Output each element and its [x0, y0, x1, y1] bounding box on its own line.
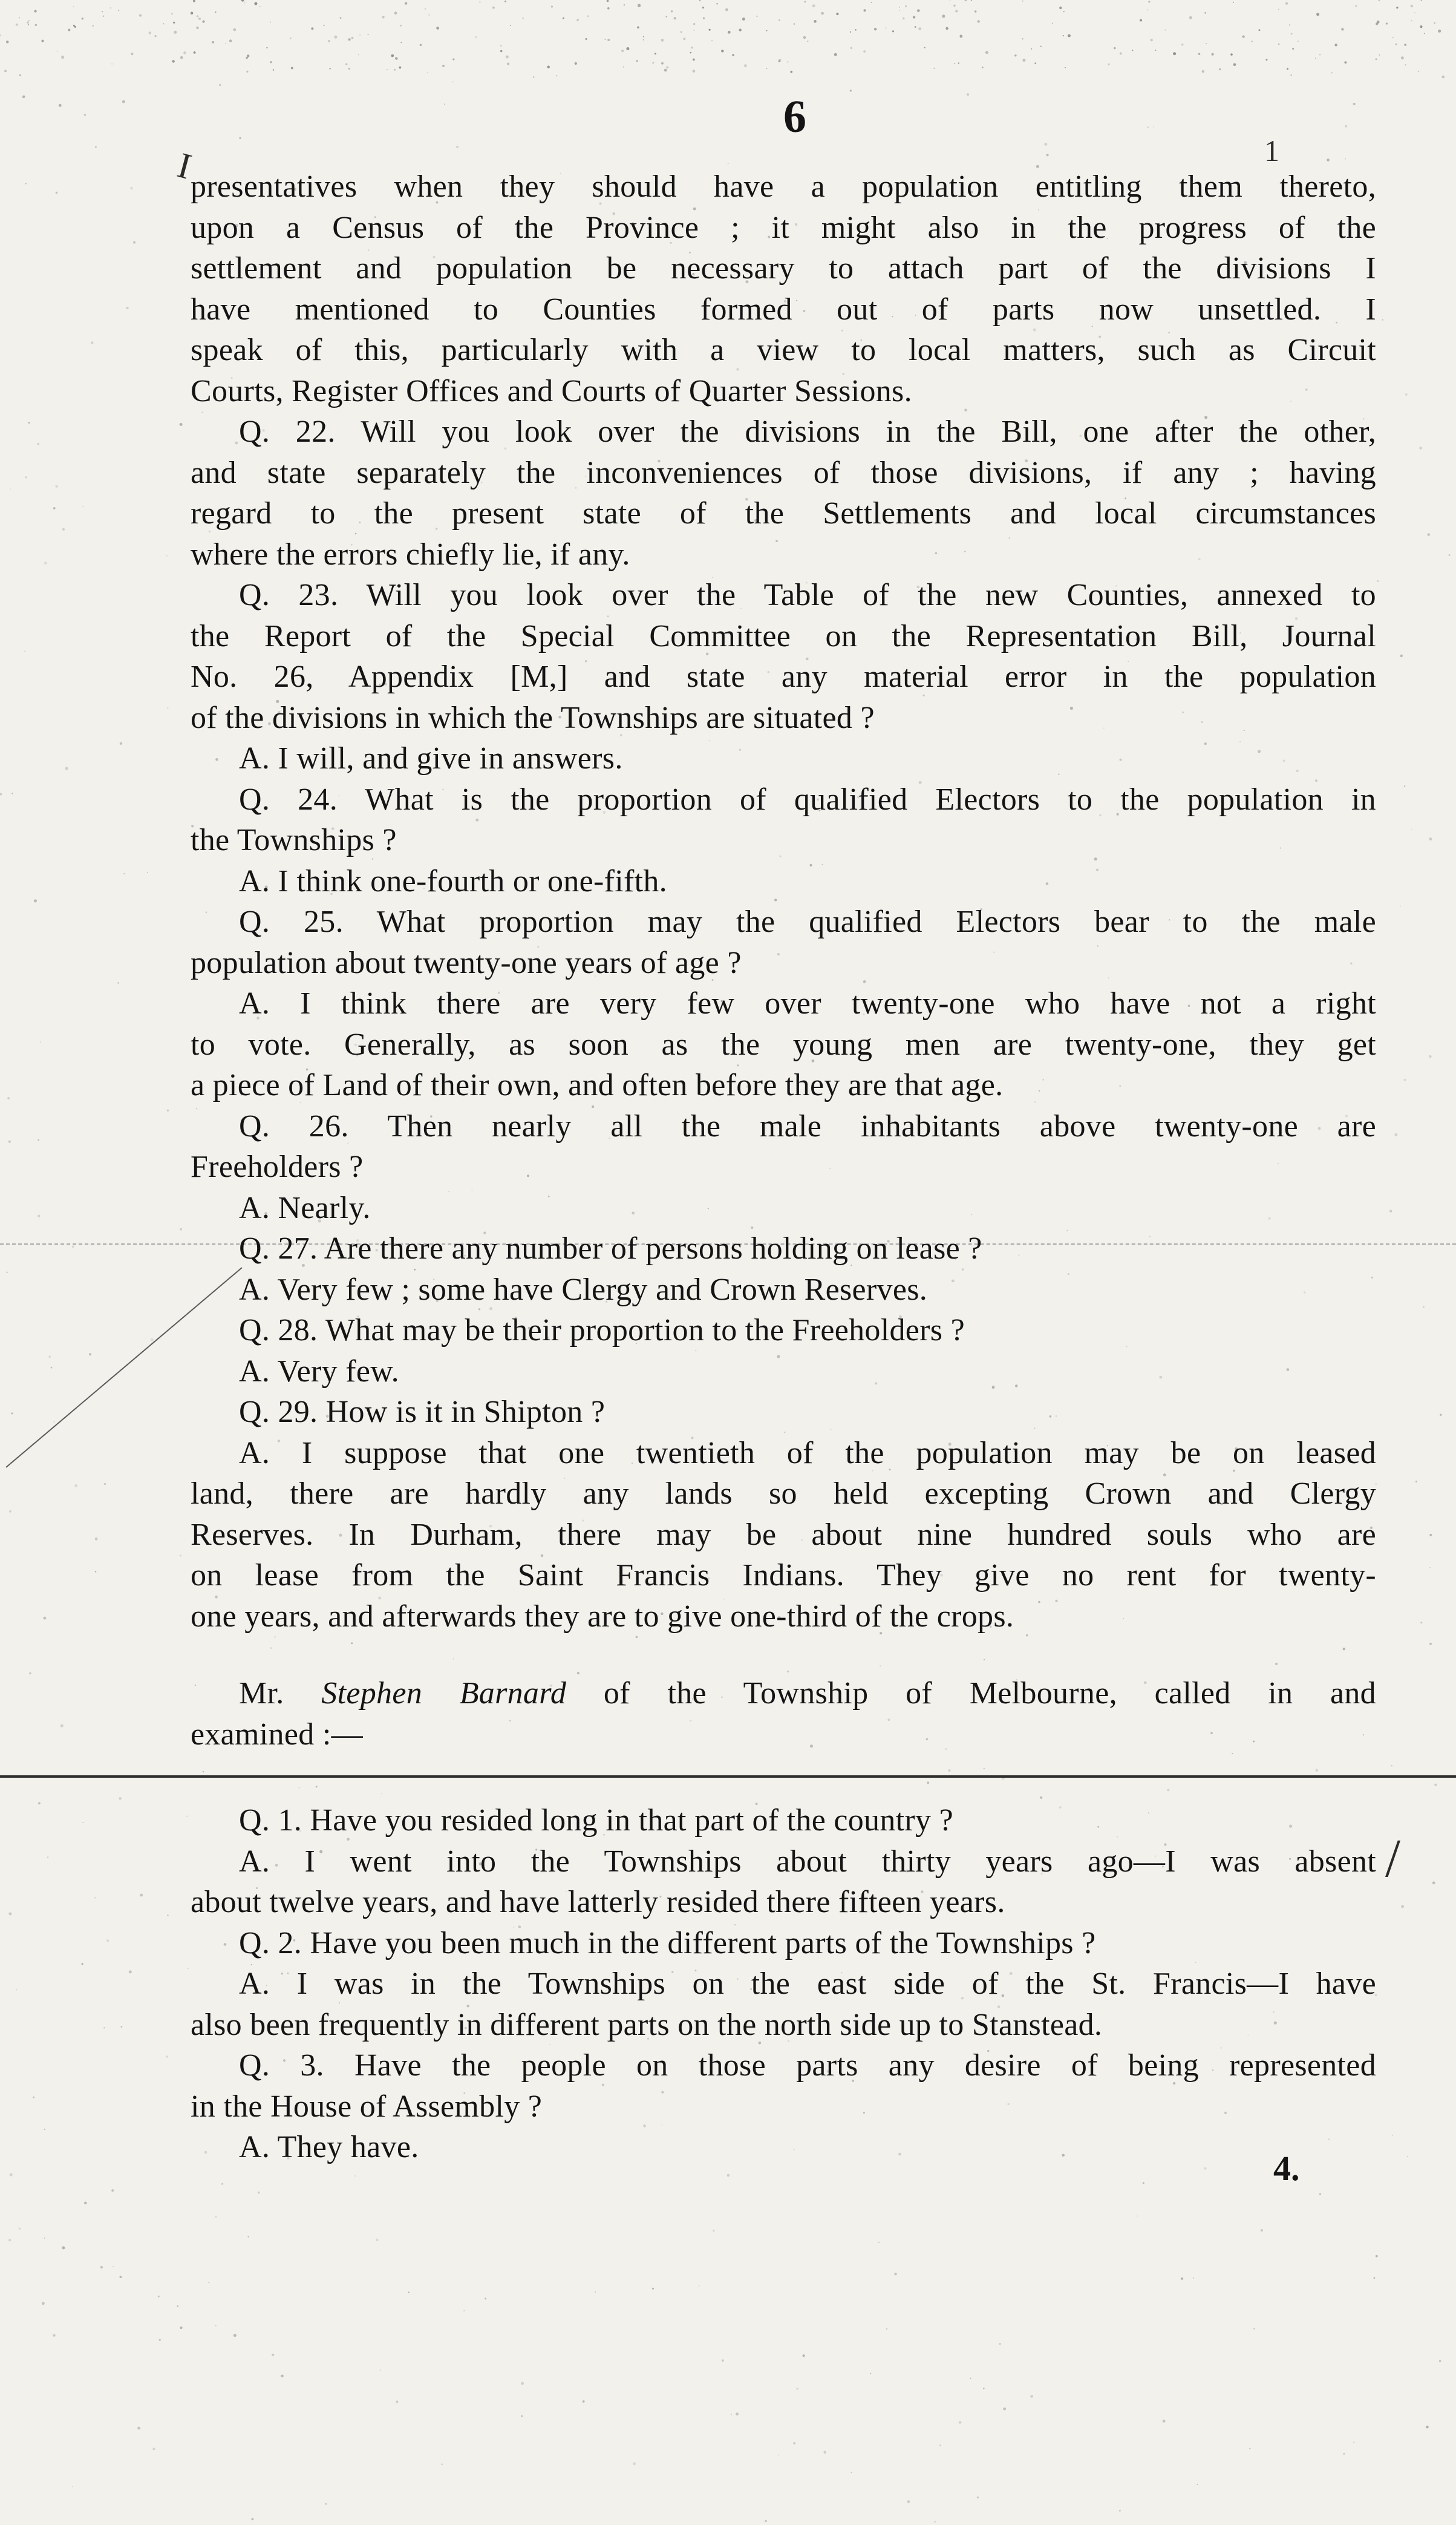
- text-line: in the House of Assembly ?: [191, 2089, 543, 2124]
- text-line: where the errors chiefly lie, if any.: [191, 537, 630, 572]
- page-number: 6: [783, 91, 806, 142]
- question-line: Q. 29. How is it in Shipton ?: [239, 1395, 606, 1429]
- question-line: Q. 23. Will you look over the Table of the new Counties, annexed to: [239, 578, 1376, 612]
- answer-line: A. I suppose that one twentieth of the population may be on leased: [239, 1435, 1376, 1470]
- answer-line: A. I think one-fourth or one-fifth.: [239, 863, 667, 899]
- question-line: Q. 22. Will you look over the divisions in the Bill, one after the other,: [239, 414, 1376, 449]
- text-line: the Townships ?: [191, 823, 397, 857]
- question-line: Q. 2. Have you been much in the different parts of the Townships ?: [239, 1925, 1096, 1960]
- witness-prefix: Mr.: [239, 1676, 322, 1711]
- stray-mark-right-margin: /: [1385, 1829, 1401, 1888]
- text-line: Reserves. In Durham, there may be about nine hundred souls who are: [191, 1517, 1376, 1552]
- answer-line: A. I will, and give in answers.: [239, 741, 623, 776]
- text-line: examined :—: [191, 1717, 363, 1752]
- text-line: a piece of Land of their own, and often before they are that age.: [191, 1068, 1004, 1102]
- answer-line: A. I was in the Townships on the east side of the St. Francis—I have: [239, 1967, 1376, 2001]
- text-line: Freeholders ?: [191, 1150, 364, 1184]
- answer-line: A. Very few.: [239, 1354, 399, 1389]
- text-line: upon a Census of the Province ; it might also in the progress of the: [191, 210, 1376, 245]
- text-line: one years, and afterwards they are to give one-third of the crops.: [191, 1599, 1014, 1634]
- witness-name: Stephen Barnard: [321, 1676, 567, 1711]
- witness-line: [191, 1673, 1376, 1714]
- question-line: Q. 1. Have you resided long in that part of the country ?: [239, 1803, 954, 1838]
- text-line: land, there are hardly any lands so held excepting Crown and Clergy: [191, 1476, 1376, 1511]
- question-line: Q. 25. What proportion may the qualified Electors bear to the male: [239, 905, 1376, 939]
- text-line: speak of this, particularly with a view to local matters, such as Circuit: [191, 333, 1376, 367]
- text-line: population about twenty-one years of age ?: [191, 945, 742, 980]
- text-line: have mentioned to Counties formed out of parts now unsettled. I: [191, 292, 1376, 327]
- text-line: Courts, Register Offices and Courts of Quarter Sessions.: [191, 373, 912, 408]
- question-line: Q. 24. What is the proportion of qualified Electors to the population in: [239, 782, 1376, 817]
- answer-line: A. They have.: [239, 2130, 419, 2164]
- text-line: the Report of the Special Committee on the Representation Bill, Journal: [191, 618, 1376, 653]
- question-line: Q. 28. What may be their proportion to the Freeholders ?: [239, 1313, 965, 1348]
- text-line: regard to the present state of the Settlements and local circumstances: [191, 496, 1376, 531]
- witness-rest: of the Township of Melbourne, called in and: [566, 1676, 1376, 1711]
- text-line: and state separately the inconveniences of those divisions, if any ; having: [191, 455, 1376, 490]
- paragraph-gap: [191, 1755, 1376, 1800]
- question-line: Q. 3. Have the people on those parts any desire of being represented: [239, 2048, 1376, 2083]
- text-line: of the divisions in which the Townships are situated ?: [191, 700, 875, 735]
- answer-line: A. I think there are very few over twenty-one who have not a right: [239, 986, 1376, 1021]
- question-line: Q. 26. Then nearly all the male inhabitants above twenty-one are: [239, 1109, 1376, 1144]
- text-line: about twelve years, and have latterly resided there fifteen years.: [191, 1885, 1005, 1919]
- text-line: to vote. Generally, as soon as the young men are twenty-one, they get: [191, 1027, 1376, 1062]
- text-line: settlement and population be necessary to attach part of the divisions I: [191, 251, 1376, 286]
- answer-line: A. Very few ; some have Clergy and Crown Reserves.: [239, 1272, 928, 1307]
- stray-mark-top-left: I: [173, 145, 196, 187]
- text-line: presentatives when they should have a population entitling them thereto,: [191, 169, 1376, 204]
- answer-line: A. Nearly.: [239, 1190, 371, 1225]
- question-line: Q. 27. Are there any number of persons holding on lease ?: [239, 1231, 982, 1266]
- paragraph-gap: [191, 1637, 1376, 1673]
- text-line: No. 26, Appendix [M,] and state any material error in the population: [191, 660, 1376, 694]
- stray-mark-top-right: 1: [1264, 134, 1279, 168]
- body-text: [191, 166, 1376, 2168]
- text-line: also been frequently in different parts on the north side up to Stanstead.: [191, 2007, 1103, 2042]
- catchword: 4.: [1273, 2149, 1300, 2188]
- answer-line: A. I went into the Townships about thirty years ago—I was absent: [239, 1844, 1376, 1879]
- text-line: on lease from the Saint Francis Indians. They give no rent for twenty-: [191, 1558, 1376, 1593]
